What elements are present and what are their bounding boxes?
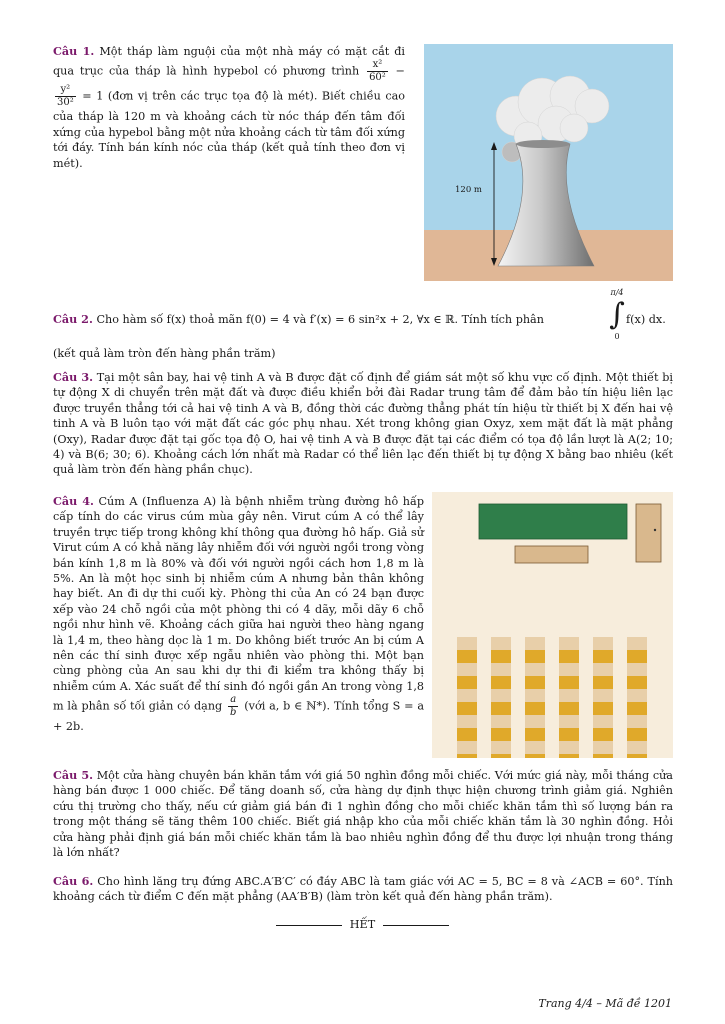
- seat-block: [559, 676, 579, 689]
- desk-block: [559, 637, 579, 650]
- fraction-numerator: a: [228, 694, 238, 707]
- seat-block: [593, 754, 613, 758]
- desk-block: [559, 689, 579, 702]
- desk-block: [559, 741, 579, 754]
- desk-block: [593, 663, 613, 676]
- seat-block: [457, 650, 477, 663]
- seat-block: [457, 728, 477, 741]
- desk-block: [525, 637, 545, 650]
- blackboard: [479, 504, 627, 539]
- seat-block: [559, 754, 579, 758]
- question-6-label: Câu 6.: [53, 874, 94, 888]
- cooling-tower-illustration: [424, 44, 673, 281]
- question-3: [53, 370, 673, 478]
- seat-block: [525, 728, 545, 741]
- question-4-text-b: (với a, b ∈ ℕ*). Tính tổng S = a + 2b.: [53, 699, 424, 734]
- question-1-text-b: = 1 (đơn vị trên các trục tọa độ là mét). Biết chiều cao của tháp là 120 m và khoảng cách từ nóc tháp đến tâm đối xứng của hypebol bằng một nửa khoảng cách từ tâm đối xứng tới đáy. Tính bán kính nóc của tháp (kết quả tính theo đơn vị mét).: [53, 89, 405, 170]
- fraction-y2-over-30sq: [55, 84, 76, 109]
- seat-block: [627, 754, 647, 758]
- seat-block: [457, 676, 477, 689]
- exam-room-illustration: [432, 492, 673, 758]
- question-6-text: Cho hình lăng trụ đứng ABC.A′B′C′ có đáy ABC là tam giác với AC = 5, BC = 8 và ∠ACB = 60°. Tính khoảng cách từ điểm C đến mặt phẳng (AA′B′B) (làm tròn kết quả đến hàng phần trăm).: [53, 875, 673, 904]
- desk-block: [457, 637, 477, 650]
- desk-block: [627, 715, 647, 728]
- question-4-label: Câu 4.: [53, 494, 94, 508]
- desk-block: [559, 663, 579, 676]
- door-knob-icon: [654, 529, 656, 531]
- question-2: [53, 288, 675, 348]
- seat-block: [559, 728, 579, 741]
- seat-block: [559, 702, 579, 715]
- minus-sign: −: [395, 64, 406, 78]
- desk-block: [491, 637, 511, 650]
- integrand: f(x) dx.: [626, 313, 666, 326]
- end-text: HẾT: [349, 918, 376, 931]
- door: [636, 504, 661, 562]
- question-3-text: Tại một sân bay, hai vệ tinh A và B được đặt cố định để giám sát một số khu vực cố định. Một thiết bị tự động X di chuyển trên mặt đất và được điều khiển bởi đài Radar trung tâm để đảm bảo tín hiệu liên lạc được truyền thẳng tới cả hai vệ tinh A và B, đồng thời các đường thẳng phát tín hiệu từ thiết bị X đến hai vệ tinh A và B luôn tạo với mặt đất các góc phụ nhau. Xét trong không gian Oxyz, xem mặt đất là mặt phẳng (Oxy), Radar được đặt tại gốc tọa độ O, hai vệ tinh A và B được đặt tại các điểm có tọa độ lần lượt là A(2; 10; 4) và B(6; 30; 6). Khoảng cách lớn nhất mà Radar có thể liên lạc đến thiết bị tự động X bằng bao nhiêu (kết quả làm tròn đến hàng phần chục).: [53, 371, 673, 477]
- integral-sign: [608, 288, 626, 346]
- integral-upper-limit: π/4: [610, 288, 624, 297]
- desk-block: [525, 741, 545, 754]
- seat-block: [559, 650, 579, 663]
- desk-block: [627, 637, 647, 650]
- question-3-label: Câu 3.: [53, 370, 94, 384]
- desk-block: [491, 689, 511, 702]
- question-6: [53, 874, 673, 905]
- seat-block: [593, 728, 613, 741]
- seat-block: [525, 676, 545, 689]
- seat-block: [491, 676, 511, 689]
- question-5-text: Một cửa hàng chuyên bán khăn tắm với giá 50 nghìn đồng mỗi chiếc. Với mức giá này, mỗi tháng cửa hàng bán được 1 000 chiếc. Để tăng doanh số, cửa hàng dự định thực hiện chương trình giảm giá. Nghiên cứu thị trường cho thấy, nếu cứ giảm giá bán đi 1 nghìn đồng cho mỗi chiếc khăn tắm thì số lượng bán ra trong một tháng sẽ tăng thêm 100 chiếc. Biết giá nhập kho của mỗi chiếc khăn tắm là 30 nghìn đồng. Hỏi cửa hàng phải định giá bán mỗi chiếc khăn tắm là bao nhiêu nghìn đồng để thu được lợi nhuận trong tháng là lớn nhất?: [53, 769, 673, 860]
- exam-room-figure: [432, 492, 673, 758]
- tower-rim: [516, 140, 570, 148]
- seat-block: [627, 676, 647, 689]
- seat-block: [593, 676, 613, 689]
- fraction-denominator: b: [230, 707, 237, 719]
- seat-block: [627, 728, 647, 741]
- integral-symbol: ∫: [609, 297, 625, 332]
- question-2-label: Câu 2.: [53, 312, 93, 326]
- desk-block: [627, 689, 647, 702]
- question-1-label: Câu 1.: [53, 44, 95, 58]
- desk-block: [593, 637, 613, 650]
- teacher-desk: [515, 546, 588, 563]
- desk-block: [457, 715, 477, 728]
- desk-block: [491, 663, 511, 676]
- end-rule-left: [276, 925, 342, 926]
- seat-block: [525, 754, 545, 758]
- seat-block: [525, 650, 545, 663]
- question-5: [53, 768, 673, 860]
- desk-block: [491, 741, 511, 754]
- desk-block: [457, 663, 477, 676]
- desk-block: [627, 741, 647, 754]
- seat-block: [491, 728, 511, 741]
- desk-block: [593, 689, 613, 702]
- question-5-label: Câu 5.: [53, 768, 93, 782]
- seat-block: [491, 702, 511, 715]
- question-1-text-a: Một tháp làm nguội của một nhà máy có mặt cắt đi qua trục của tháp là hình hypebol có phương trình: [53, 45, 405, 78]
- desk-block: [525, 663, 545, 676]
- end-rule-right: [383, 925, 449, 926]
- integral-lower-limit: 0: [614, 332, 620, 341]
- fraction-denominator: 60²: [369, 72, 386, 84]
- seat-block: [491, 650, 511, 663]
- desk-block: [457, 741, 477, 754]
- question-1: [53, 44, 405, 171]
- page-footer: Trang 4/4 – Mã đề 1201: [538, 997, 672, 1010]
- seat-block: [457, 754, 477, 758]
- cooling-tower-figure: [424, 44, 673, 281]
- fraction-numerator: y²: [55, 84, 76, 97]
- desk-block: [559, 715, 579, 728]
- seat-block: [457, 702, 477, 715]
- fraction-x2-over-60sq: [367, 59, 388, 84]
- end-marker: [0, 917, 725, 932]
- desk-block: [593, 741, 613, 754]
- question-2-note: (kết quả làm tròn đến hàng phần trăm): [53, 347, 276, 360]
- desk-block: [525, 715, 545, 728]
- seat-block: [491, 754, 511, 758]
- fraction-denominator: 30²: [57, 97, 74, 109]
- question-4: [53, 494, 424, 735]
- fraction-numerator: x²: [367, 59, 388, 72]
- desk-block: [491, 715, 511, 728]
- seat-block: [627, 702, 647, 715]
- desk-block: [627, 663, 647, 676]
- question-2-text: Cho hàm số f(x) thoả mãn f(0) = 4 và f′(x) = 6 sin²x + 2, ∀x ∈ ℝ. Tính tích phân: [96, 313, 544, 326]
- seat-block: [627, 650, 647, 663]
- desk-block: [457, 689, 477, 702]
- seat-block: [593, 702, 613, 715]
- question-2-line: [53, 312, 544, 327]
- question-4-text-a: Cúm A (Influenza A) là bệnh nhiễm trùng đường hô hấp cấp tính do các virus cúm mùa gây nên. Virut cúm A có thể lây truyền trực tiếp trong không khí thông qua đường hô hấp. Giả sử Virut cúm A có khả năng lây nhiễm đối với người ngồi trong vòng bán kính 1,8 m là 80% và đối với người ngồi cách hơn 1,8 m là 5%. An là một học sinh bị nhiễm cúm A nhưng bản thân không hay biết. An đi dự thi cuối kỳ. Phòng thi của An có 24 bạn được xếp vào 24 chỗ ngồi của một phòng thi có 4 dãy, mỗi dãy 6 chỗ ngồi như hình vẽ. Khoảng cách giữa hai người theo hàng ngang là 1,4 m, theo hàng dọc là 1 m. Do không biết trước An bị cúm A nên các thí sinh được xếp ngẫu nhiên vào phòng thi. Một bạn cùng phòng của An sau khi dự thi đi kiểm tra không thấy bị nhiễm cúm A. Xác suất để thí sinh đó ngồi gần An trong vòng 1,8 m là phân số tối giản có dạng: [53, 495, 424, 713]
- seat-block: [525, 702, 545, 715]
- seat-block: [593, 650, 613, 663]
- desk-block: [593, 715, 613, 728]
- fraction-a-over-b: [228, 694, 238, 719]
- desk-block: [525, 689, 545, 702]
- height-label: 120 m: [455, 185, 482, 195]
